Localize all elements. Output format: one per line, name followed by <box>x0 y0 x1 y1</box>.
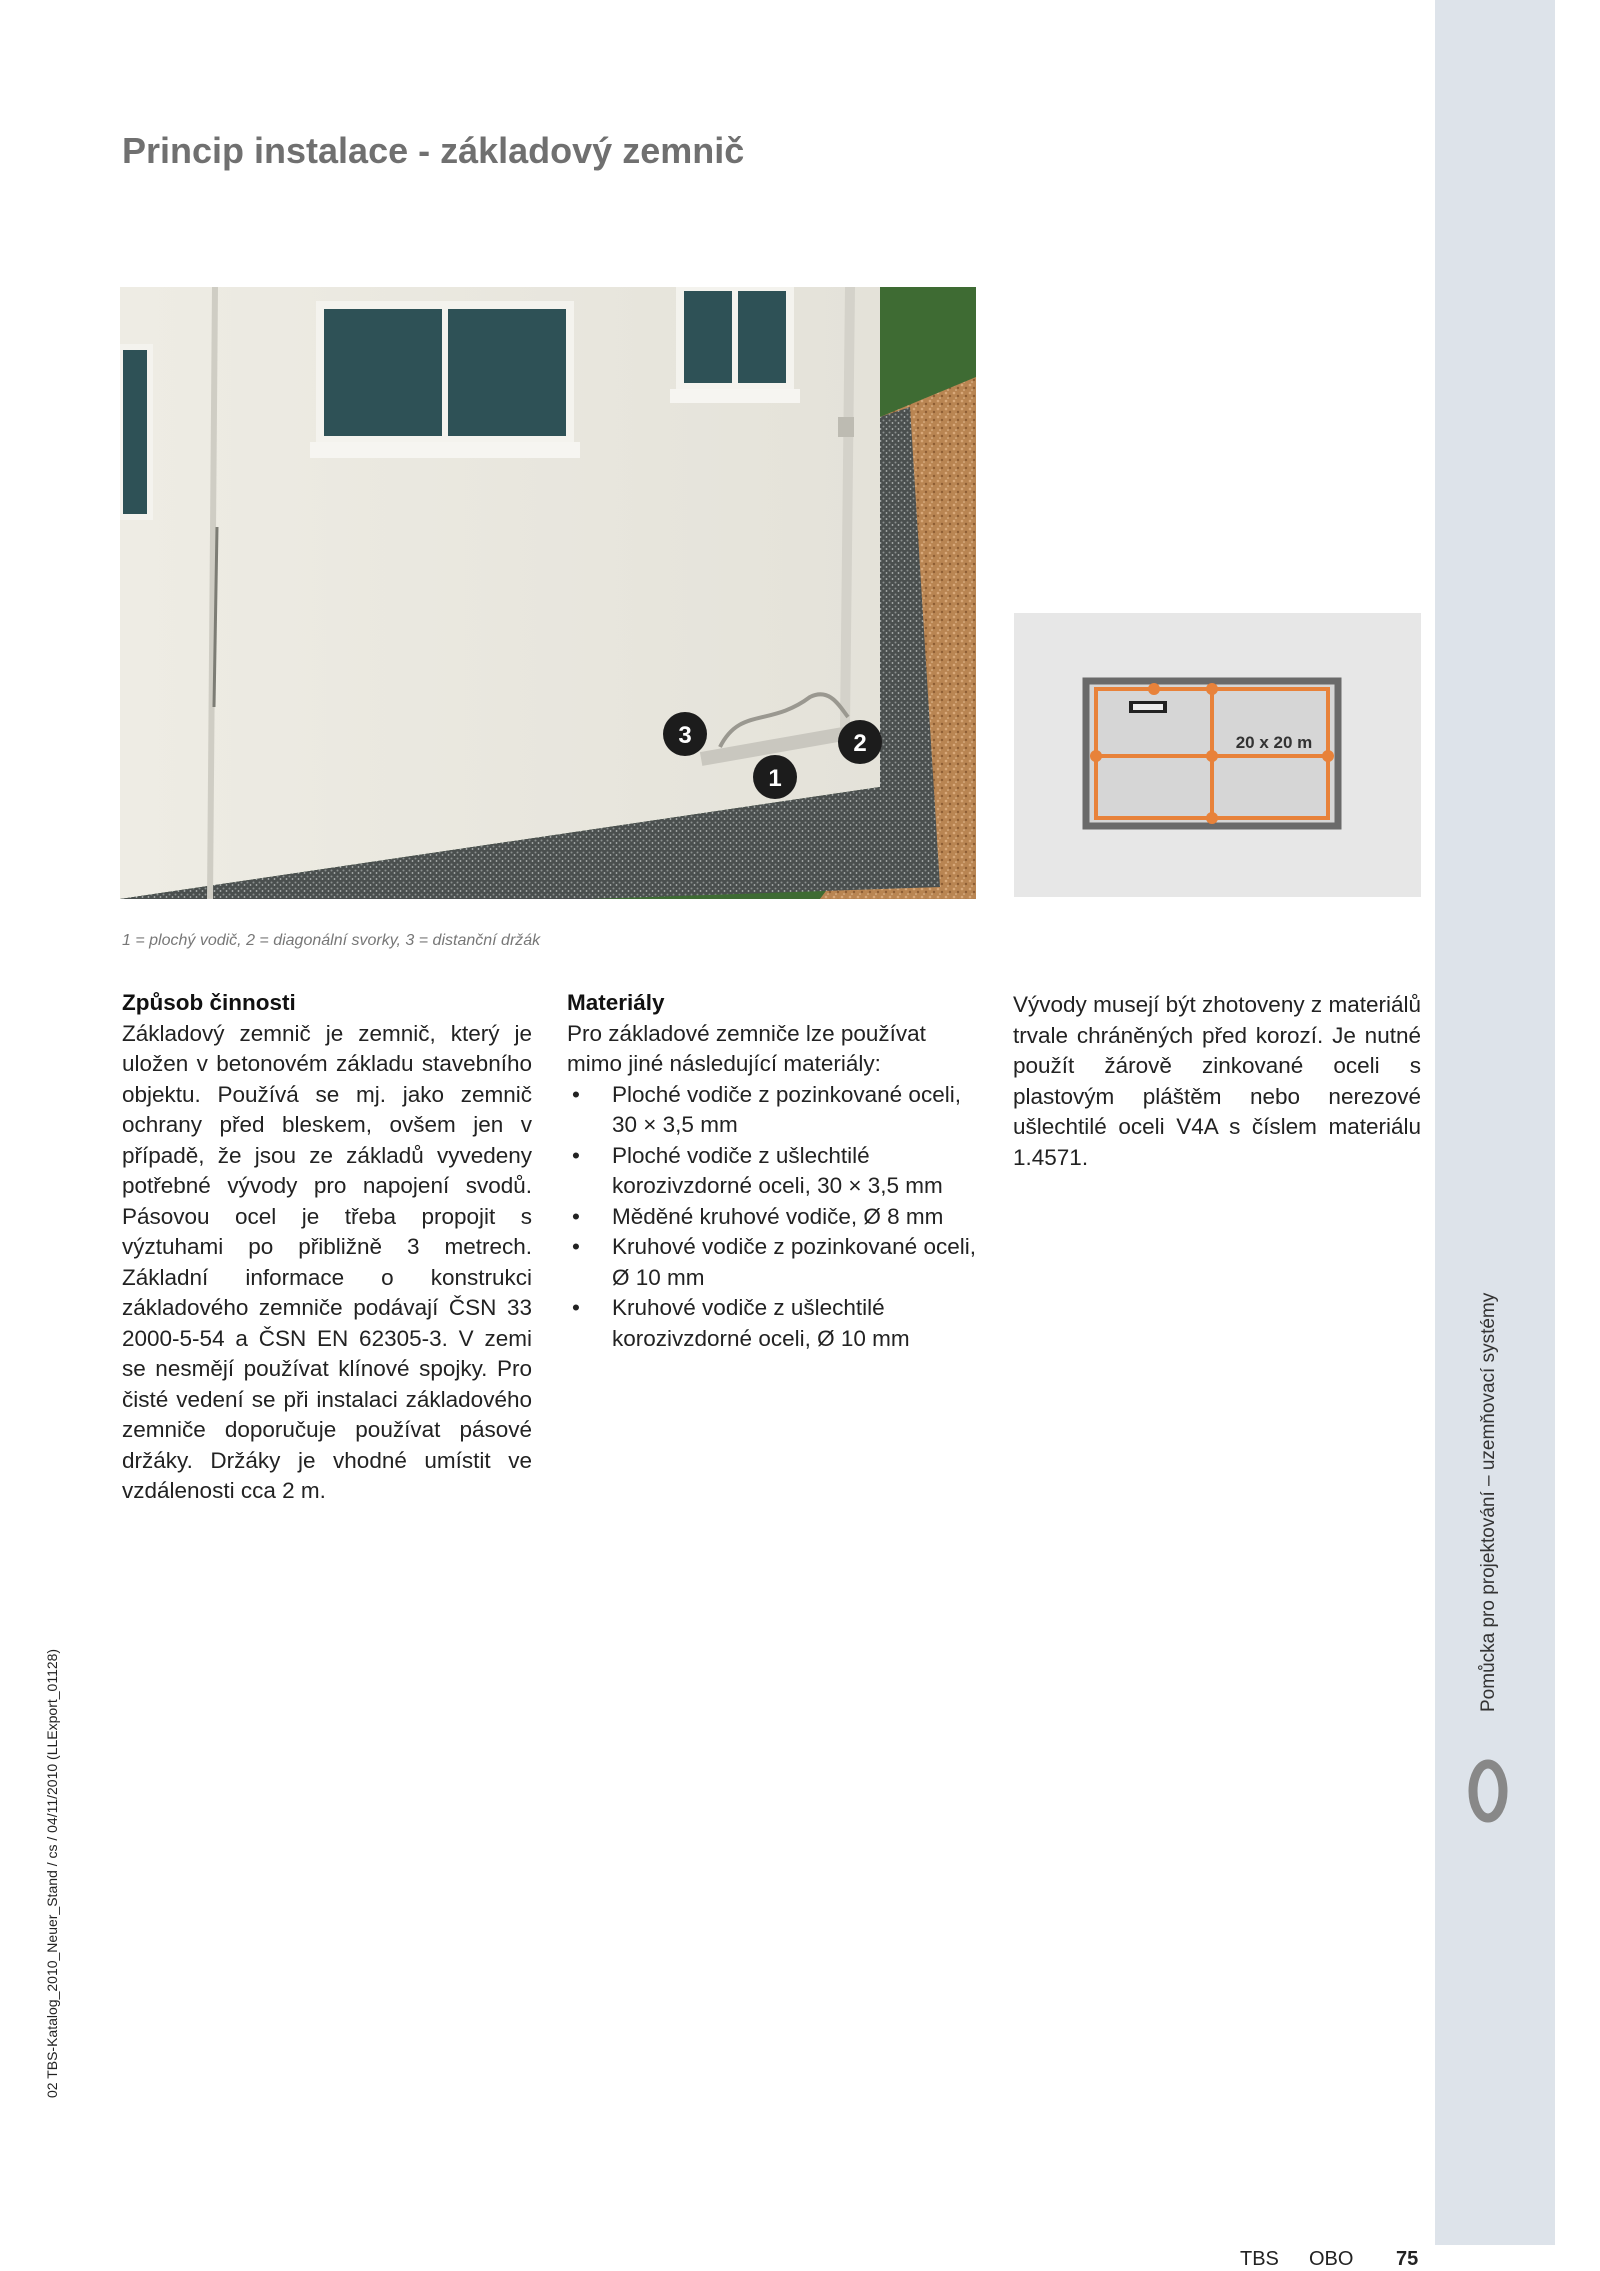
page-title: Princip instalace - základový zemnič <box>122 130 745 171</box>
earth-grid-plan-diagram <box>1014 613 1421 897</box>
list-item: • Kruhové vodiče z ušlechtilé korozivzdorné oceli, Ø 10 mm <box>567 1293 982 1354</box>
list-item: • Ploché vodiče z ušlechtilé korozivzdorné oceli, 30 × 3,5 mm <box>567 1141 982 1202</box>
materials-heading: Materiály <box>567 990 665 1015</box>
materials-list <box>567 1080 982 1355</box>
operation-body: Základový zemnič je zemnič, který je uložen v betonovém základu stavebního objektu. Používá se mj. jako zemnič ochrany před bleskem, ovšem jen v případě, že jsou ze základů vyvedeny potřebné vývody pro napojení svodů. Pásovou ocel je třeba propojit s výztuhami po přibližně 3 metrech. Základní informace o konstrukci základového zemniče podávají ČSN 33 2000-5-54 a ČSN EN 62305-3. V zemi se nesmějí používat klínové spojky. Pro čisté vedení se při instalaci základového zemniče doporučuje používat pásové držáky. Držáky je vhodné umístit ve vzdálenosti cca 2 m. <box>122 1020 532 1503</box>
callout-1: 1 <box>768 765 782 792</box>
figure-caption: 1 = plochý vodič, 2 = diagonální svorky, 3 = distanční držák <box>122 932 541 949</box>
foundation-earth-illustration <box>120 287 976 899</box>
plan-dimension-label: 20 x 20 m <box>1235 733 1313 752</box>
catalog-code: 02 TBS-Katalog_2010_Neuer_Stand / cs / 04/11/2010 (LLExport_01128) <box>44 1648 60 2098</box>
sidebar-band <box>1435 0 1555 2245</box>
sidebar-section-label: Pomůcka pro projektování – uzemňovací systémy <box>1478 1292 1499 1712</box>
callout-3: 3 <box>678 722 692 749</box>
column-materials <box>567 988 982 1354</box>
operation-heading: Způsob činnosti <box>122 990 296 1015</box>
page-number: 75 <box>1396 2248 1419 2270</box>
callout-2: 2 <box>853 730 867 757</box>
list-item: • Měděné kruhové vodiče, Ø 8 mm <box>567 1202 982 1233</box>
outlets-body: Vývody musejí být zhotoveny z materiálů trvale chráněných před korozí. Je nutné použít žárově zinkované oceli s plastovým pláštěm nebo nerezové ušlechtilé oceli V4A s číslem materiálu 1.4571. <box>1013 992 1421 1170</box>
column-outlets <box>1013 990 1421 1173</box>
list-item: • Kruhové vodiče z pozinkované oceli, Ø 10 mm <box>567 1232 982 1293</box>
column-operation <box>122 988 532 1507</box>
footer-brand-obo: OBO <box>1309 2248 1354 2270</box>
materials-intro: Pro základové zemniče lze používat mimo jiné následující materiály: <box>567 1020 926 1076</box>
list-item: • Ploché vodiče z pozinkované oceli, 30 × 3,5 mm <box>567 1080 982 1141</box>
footer-brand-tbs: TBS <box>1240 2248 1279 2270</box>
obo-ring-mark <box>1467 1758 1509 1824</box>
